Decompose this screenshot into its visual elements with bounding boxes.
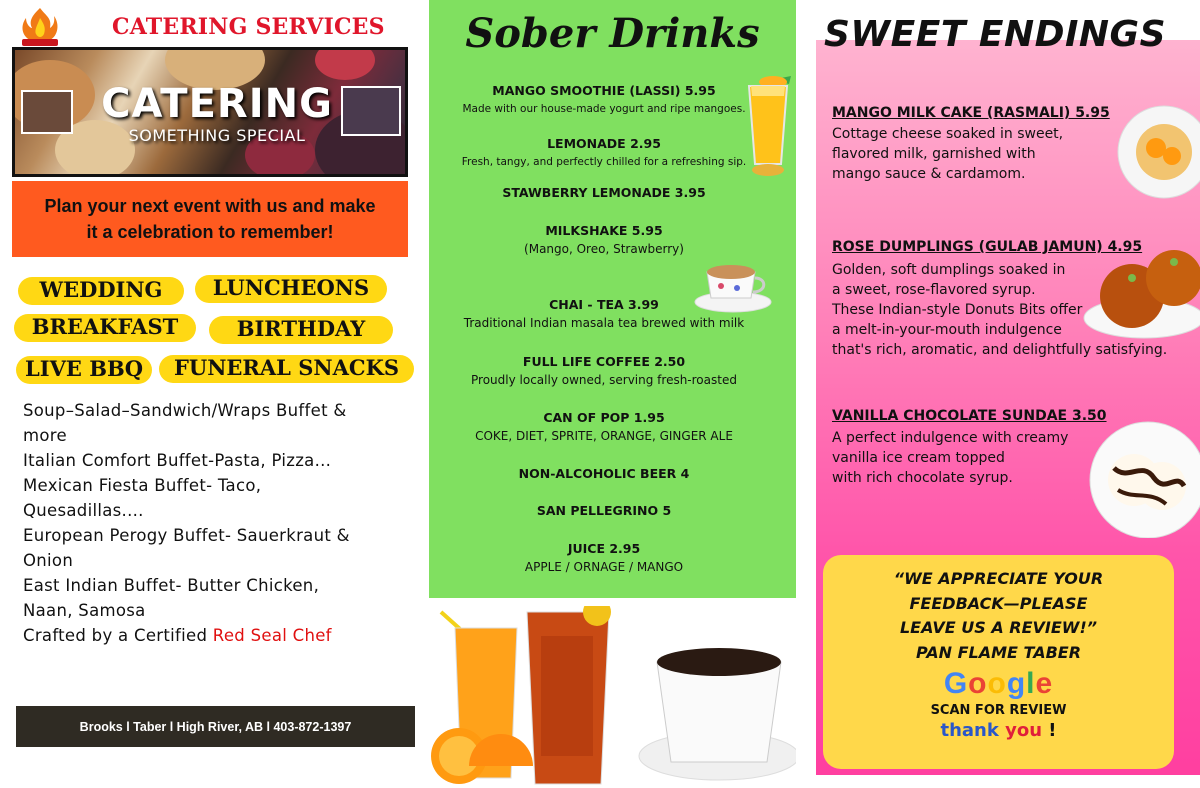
dessert-desc-line: A perfect indulgence with creamy	[832, 430, 1069, 446]
drink-item	[429, 222, 779, 258]
flame-logo-icon	[16, 6, 64, 48]
service-line: Quesadillas....	[23, 501, 144, 520]
feedback-line: LEAVE US A REVIEW!”	[899, 618, 1098, 637]
service-line: Onion	[23, 551, 74, 570]
drinks-photo	[429, 606, 796, 788]
dessert-name: ROSE DUMPLINGS (GULAB JAMUN) 4.95	[832, 239, 1143, 255]
thank-you-word: !	[1048, 720, 1057, 741]
drink-item	[429, 184, 779, 202]
dessert-desc-line: vanilla ice cream topped	[832, 450, 1005, 466]
google-letter: l	[1026, 667, 1036, 700]
drink-desc: Traditional Indian masala tea brewed with milk	[463, 316, 745, 330]
thank-you-text	[823, 720, 1174, 741]
banner-heading: CATERING	[101, 81, 333, 127]
contact-footer: Brooks l Taber l High River, AB l 403-872-1397	[16, 706, 415, 747]
dessert-name: MANGO MILK CAKE (RASMALI) 5.95	[832, 105, 1110, 121]
drink-name: NON-ALCOHOLIC BEER 4	[518, 466, 690, 481]
feedback-line: PAN FLAME TABER	[915, 642, 1082, 662]
event-tag-luncheons: LUNCHEONS	[195, 275, 387, 303]
drink-item	[429, 540, 779, 576]
feedback-line: FEEDBACK—PLEASE	[909, 593, 1088, 613]
crafted-prefix: Crafted by a Certified	[23, 626, 213, 645]
dessert-desc-line: Cottage cheese soaked in sweet,	[832, 126, 1064, 142]
buffet-services-list	[23, 398, 403, 648]
service-line: more	[23, 426, 67, 445]
service-line: Naan, Samosa	[23, 601, 146, 620]
dessert-desc-line: These Indian-style Donuts Bits offer	[832, 302, 1083, 318]
drink-name: JUICE 2.95	[567, 541, 641, 556]
dessert-desc-line: a melt-in-your-mouth indulgence	[832, 322, 1062, 338]
dessert-desc-line: that's rich, aromatic, and delightfully satisfying.	[832, 342, 1168, 358]
drink-desc: Made with our house-made yogurt and ripe mangoes.	[462, 103, 746, 115]
catering-banner	[12, 47, 408, 177]
service-line: Italian Comfort Buffet-Pasta, Pizza...	[23, 451, 332, 470]
drink-item	[429, 135, 779, 171]
drinks-photo-image	[429, 606, 796, 788]
dessert-desc-line: mango sauce & cardamom.	[832, 166, 1026, 182]
gulab-jamun-image	[1078, 238, 1200, 342]
drink-name: MANGO SMOOTHIE (LASSI) 5.95	[492, 83, 716, 98]
drink-name: MILKSHAKE 5.95	[545, 223, 663, 238]
drink-name: CAN OF POP 1.95	[543, 410, 665, 425]
google-letter: e	[1035, 667, 1054, 700]
chai-cup-image	[693, 258, 773, 314]
banner-subheading: SOMETHING SPECIAL	[128, 126, 306, 145]
google-letter: g	[1006, 667, 1027, 700]
service-line: Soup–Salad–Sandwich/Wraps Buffet &	[23, 401, 347, 420]
event-tag-funeral-snacks: FUNERAL SNACKS	[159, 355, 414, 383]
drink-name: LEMONADE 2.95	[547, 136, 661, 151]
drink-name: STAWBERRY LEMONADE 3.95	[502, 185, 706, 200]
drink-desc: (Mango, Oreo, Strawberry)	[524, 242, 684, 256]
banner-text	[93, 82, 341, 145]
crafted-line	[23, 623, 403, 648]
google-letter: o	[987, 667, 1007, 700]
drink-desc: APPLE / ORNAGE / MANGO	[524, 560, 684, 574]
thank-you-word: you	[1005, 720, 1049, 741]
dessert-description	[832, 124, 1063, 184]
catering-title: CATERING SERVICES	[112, 14, 385, 40]
feedback-message	[823, 567, 1174, 665]
event-tag-breakfast: BREAKFAST	[14, 314, 196, 342]
thank-you-word: thank	[940, 720, 1006, 741]
event-tag-birthday: BIRTHDAY	[209, 316, 393, 344]
drink-item	[429, 465, 779, 483]
drinks-panel	[429, 0, 796, 598]
dessert-desc-line: a sweet, rose-flavored syrup.	[832, 282, 1036, 298]
dessert-description	[832, 428, 1068, 488]
drink-desc: Proudly locally owned, serving fresh-roasted	[471, 373, 737, 387]
google-letter: o	[968, 667, 988, 700]
dessert-desc-line: Golden, soft dumplings soaked in	[832, 262, 1066, 278]
drink-desc: COKE, DIET, SPRITE, ORANGE, GINGER ALE	[475, 429, 733, 443]
drink-desc: Fresh, tangy, and perfectly chilled for a refreshing sip.	[461, 156, 747, 168]
sundae-image	[1084, 420, 1200, 538]
google-logo[interactable]	[823, 667, 1174, 701]
feedback-line: “WE APPRECIATE YOUR	[893, 569, 1104, 588]
service-line: European Perogy Buffet- Sauerkraut &	[23, 526, 350, 545]
drink-item	[429, 82, 779, 118]
event-tag-live-bbq: LIVE BBQ	[16, 356, 152, 384]
dessert-desc-line: flavored milk, garnished with	[832, 146, 1036, 162]
desserts-title: SWEET ENDINGS	[824, 14, 1167, 55]
dessert-desc-line: with rich chocolate syrup.	[832, 470, 1013, 486]
drink-item	[429, 409, 779, 445]
drink-item	[429, 353, 779, 389]
plan-event-text: Plan your next event with us and make it a celebration to remember!	[44, 196, 376, 242]
drink-name: SAN PELLEGRINO 5	[536, 503, 672, 518]
red-seal-chef: Red Seal Chef	[212, 626, 332, 645]
review-card	[823, 555, 1174, 769]
mango-smoothie-image	[733, 72, 799, 180]
catering-panel	[0, 0, 420, 788]
drinks-title: Sober Drinks	[465, 10, 760, 57]
rasmalai-image	[1116, 104, 1200, 200]
plan-event-box	[12, 181, 408, 257]
google-letter: G	[943, 667, 969, 700]
event-tag-wedding: WEDDING	[18, 277, 184, 305]
scan-for-review-label: SCAN FOR REVIEW	[930, 703, 1067, 718]
drink-name: CHAI - TEA 3.99	[549, 297, 659, 312]
service-line: Mexican Fiesta Buffet- Taco,	[23, 476, 262, 495]
dessert-name: VANILLA CHOCOLATE SUNDAE 3.50	[832, 408, 1107, 424]
service-line: East Indian Buffet- Butter Chicken,	[23, 576, 320, 595]
drink-name: FULL LIFE COFFEE 2.50	[522, 354, 686, 369]
drink-item	[429, 502, 779, 520]
